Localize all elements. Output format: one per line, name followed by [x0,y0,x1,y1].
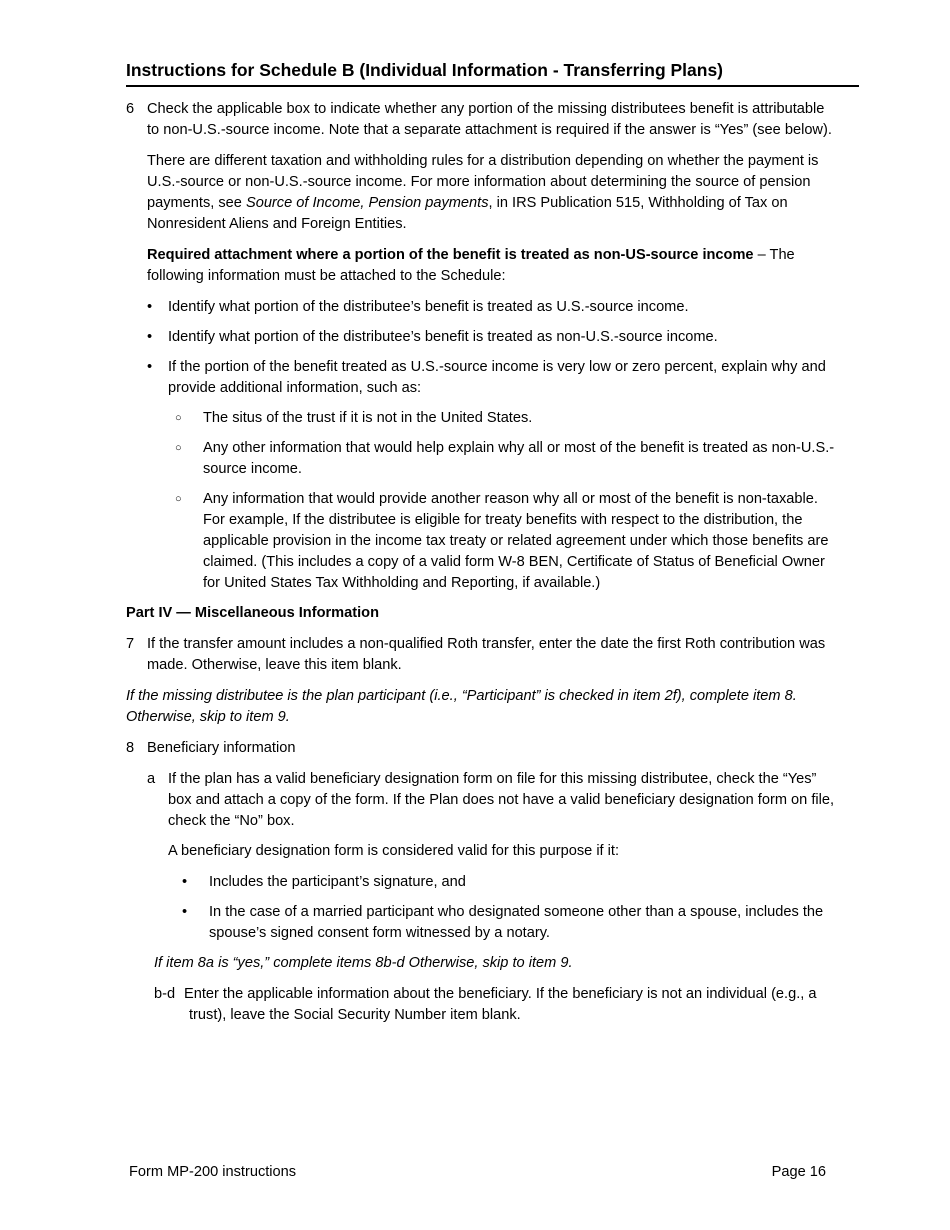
participant-note: If the missing distributee is the plan participant (i.e., “Participant” is checked in item 2f), complete item 8. Otherwise, skip to item 9. [126,688,797,725]
taxation-text-start: There are different taxation and withholding rules for a distribution depending on whether the payment is U.S.-source or non-U.S.-source income. For more information about determining the source of pension payments, see [147,153,819,211]
list-item [168,438,838,480]
bullet-icon: • [182,874,188,890]
item-6 [126,99,838,141]
list-item-text: The situs of the trust if it is not in the United States. [203,410,533,426]
item-8b-d [154,984,838,1026]
additional-info-list [168,408,838,594]
valid-form-bullet-list [168,872,838,944]
attachment-bullet-list [147,297,838,399]
item-8b-d-text: Enter the applicable information about the beneficiary. If the beneficiary is not an individual (e.g., a trust), leave the Social Security Number item blank. [184,986,817,1023]
list-item-text: Any information that would provide another reason why all or most of the benefit is non-taxable. For example, If the distributee is eligible for treaty benefits with respect to the distribution, the applicable provision in the income tax treaty or related agreement under which those benefits are claimed. (This includes a copy of a valid form W-8 BEN, Certificate of Status of Beneficial Owner for United States Tax Withholding and Reporting, if available.) [203,491,829,591]
required-attachment-paragraph [147,245,838,287]
list-item-text: Includes the participant’s signature, and [209,874,466,890]
page-title: Instructions for Schedule B (Individual Information - Transferring Plans) [126,58,859,87]
item-8-number: 8 [126,740,135,756]
item-8a-text: If the plan has a valid beneficiary designation form on file for this missing distributee, check the “Yes” box and attach a copy of the form. If the Plan does not have a valid beneficiary designation form on file, check the “No” box. [168,771,835,829]
list-item [168,408,838,429]
footer-form-name: Form MP-200 instructions [129,1164,297,1180]
list-item-text: In the case of a married participant who designated someone other than a spouse, includes the spouse’s signed consent form witnessed by a notary. [209,904,824,941]
bullet-icon: • [182,904,188,920]
circle-bullet-icon: ○ [175,493,182,505]
required-attachment-text: – The following information must be attached to the Schedule: [147,247,795,284]
list-item-text: Identify what portion of the distributee’s benefit is treated as U.S.-source income. [168,299,689,315]
bullet-icon: • [147,329,153,345]
item-8-title: Beneficiary information [147,740,296,756]
bullet-icon: • [147,299,153,315]
list-item-text: If the portion of the benefit treated as U.S.-source income is very low or zero percent, explain why and provide additional information, such as: [168,359,826,396]
circle-bullet-icon: ○ [175,412,182,424]
valid-form-intro: A beneficiary designation form is considered valid for this purpose if it: [168,843,620,859]
list-item [147,327,838,348]
item-8a-yes-note: If item 8a is “yes,” complete items 8b-d Otherwise, skip to item 9. [154,955,573,971]
item-7-number: 7 [126,636,135,652]
list-item [168,872,838,893]
footer-page-number: Page 16 [771,1164,826,1180]
item-6-taxation-paragraph [147,151,838,235]
list-item-text: Identify what portion of the distributee’s benefit is treated as non-U.S.-source income. [168,329,718,345]
part-iv-heading: Part IV — Miscellaneous Information [126,605,380,621]
list-item [147,357,838,399]
list-item-text: Any other information that would help explain why all or most of the benefit is treated as non-U.S.-source income. [203,440,835,477]
list-item [168,489,838,594]
item-8b-d-label: b-d [154,986,176,1002]
list-item [168,902,838,944]
item-7 [126,634,838,676]
taxation-text-italic: Source of Income, Pension payments [245,195,489,211]
bullet-icon: • [147,359,153,375]
document-body [126,99,838,1035]
item-6-text: Check the applicable box to indicate whether any portion of the missing distributees benefit is attributable to non-U.S.-source income. Note that a separate attachment is required if the answer is “Yes” (see below). [147,101,832,138]
required-attachment-heading: Required attachment where a portion of the benefit is treated as non-US-source income [147,247,754,263]
item-8a-label: a [147,771,156,787]
item-7-text: If the transfer amount includes a non-qualified Roth transfer, enter the date the first Roth contribution was made. Otherwise, leave this item blank. [147,636,826,673]
circle-bullet-icon: ○ [175,442,182,454]
item-8a [147,769,838,832]
list-item [147,297,838,318]
item-8 [126,738,838,759]
item-6-number: 6 [126,101,135,117]
taxation-text-end: , in IRS Publication 515, Withholding of Tax on Nonresident Aliens and Foreign Entities. [147,195,788,232]
